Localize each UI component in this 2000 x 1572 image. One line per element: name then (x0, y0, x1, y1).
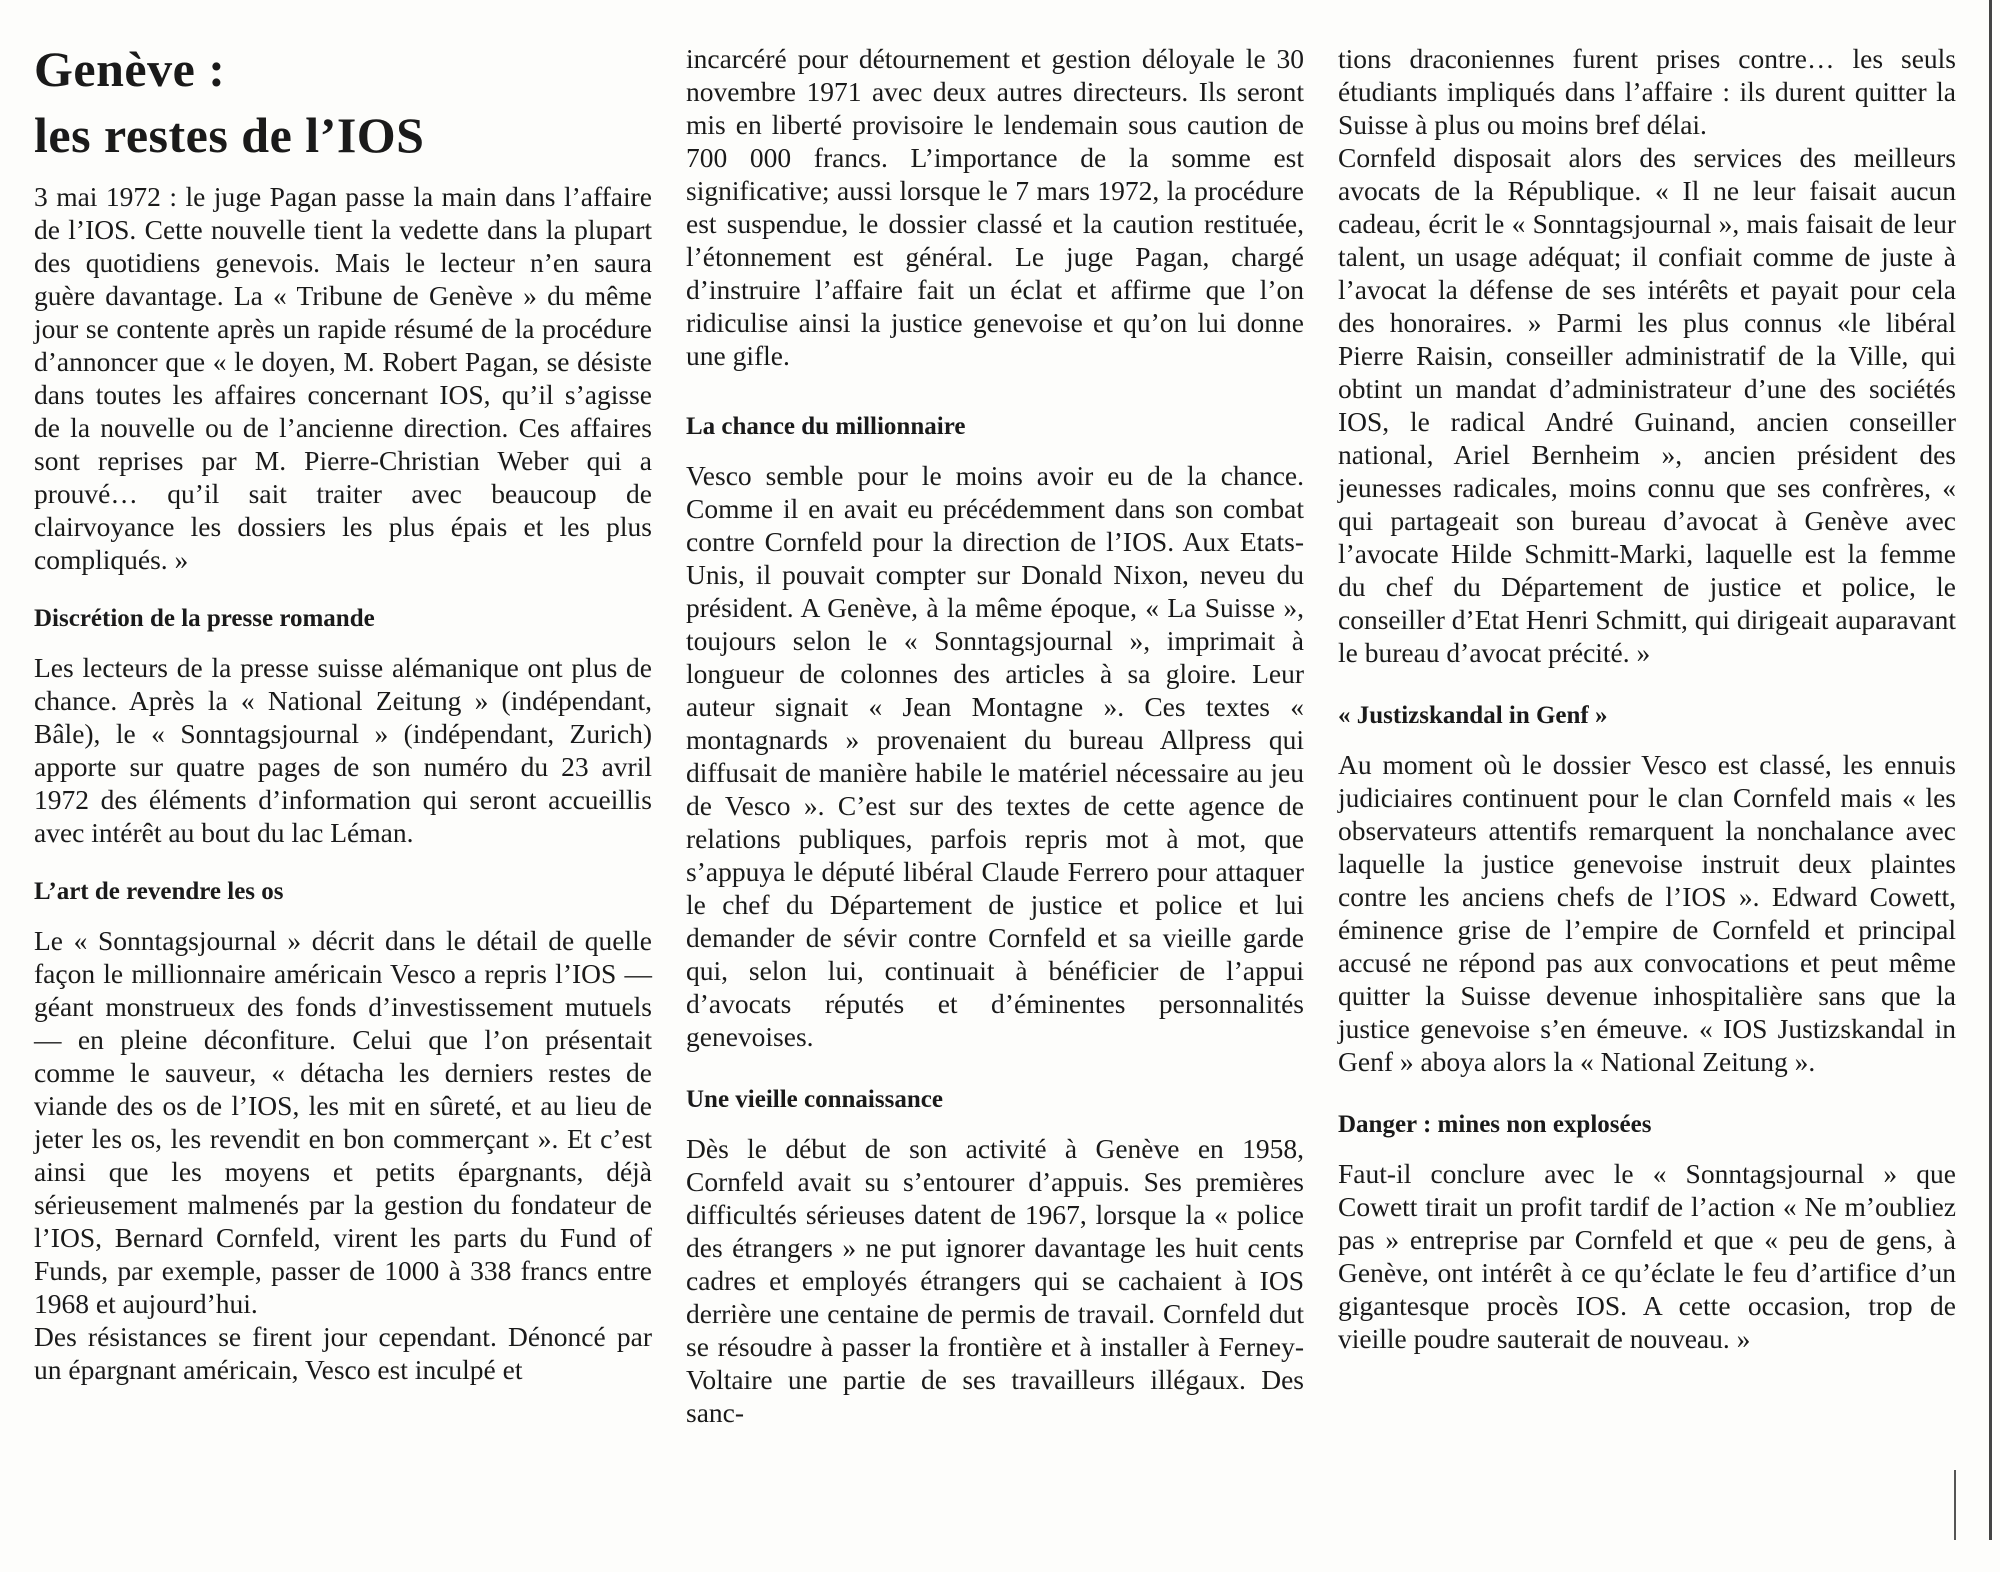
article-headline (34, 36, 652, 168)
subheading: Discrétion de la presse romande (34, 605, 375, 632)
paragraph: Les lecteurs de la presse suisse alémanique ont plus de chance. Après la « National Zeitung » (indépendant, Bâle), le « Sonntagsjournal » (indépendant, Zurich) apporte sur quatre pages de son numéro du 23 avril 1972 des éléments d’information qui seront accueillis avec intérêt au bout du lac Léman. (34, 652, 652, 848)
subheading: La chance du millionnaire (686, 413, 966, 440)
paragraph: Au moment où le dossier Vesco est classé, les ennuis judiciaires continuent pour le clan Cornfeld mais « les observateurs attentifs remarquent la nonchalance avec laquelle la justice genevoise instruit deux plaintes contre les anciens chefs de l’IOS ». Edward Cowett, éminence grise de l’empire de Cornfeld et principal accusé ne répond pas aux convocations et peut même quitter la Suisse devenue inhospitalière sans que la justice genevoise s’en émeuve. « IOS Justizskandal in Genf » aboya alors la « National Zeitung ». (1338, 749, 1956, 1077)
column-3 (1338, 42, 1956, 1355)
subheading: Une vieille connaissance (686, 1086, 943, 1113)
paragraph: 3 mai 1972 : le juge Pagan passe la main dans l’affaire de l’IOS. Cette nouvelle tient la vedette dans la plupart des quotidiens genevois. Mais le lecteur n’en saura guère davantage. La « Tribune de Genève » du même jour se contente après un rapide résumé de la procédure d’annoncer que « le doyen, M. Robert Pagan, se désiste dans toutes les affaires concernant IOS, qu’il s’agisse de la nouvelle ou de l’ancienne direction. Ces affaires sont reprises par M. Pierre-Christian Weber qui a prouvé… qu’il sait traiter avec beaucoup de clairvoyance les dossiers les plus épais et les plus compliqués. » (34, 181, 652, 575)
column-2 (686, 42, 1304, 1429)
paragraph: Cornfeld disposait alors des services des meilleurs avocats de la République. « Il ne leur faisait aucun cadeau, écrit le « Sonntagsjournal », mais faisait de leur talent, un usage adéquat; il confiait comme de juste à l’avocat la défense de ses intérêts et payait pour cela des honoraires. » Parmi les plus connus «le libéral Pierre Raisin, conseiller administratif de la Ville, qui obtint un mandat d’administrateur d’une des sociétés IOS, le radical André Guinand, ancien conseiller national, Ariel Bernheim », ancien président des jeunesses radicales, moins connu que ses confrères, « qui partageait son bureau d’avocat à Genève avec l’avocate Hilde Schmitt-Marki, laquelle est la femme du chef du Département de justice et police, le conseiller d’Etat Henri Schmitt, qui dirigeait auparavant le bureau d’avocat précité. » (1338, 142, 1956, 668)
page-edge-rule (1989, 0, 1992, 1540)
headline-line-2: les restes de l’IOS (34, 107, 425, 163)
column-1 (34, 40, 652, 1386)
page-edge-mark (1954, 1470, 1956, 1540)
paragraph: Faut-il conclure avec le « Sonntagsjournal » que Cowett tirait un profit tardif de l’action « Ne m’oubliez pas » entreprise par Cornfeld et que « peu de gens, à Genève, ont intérêt à ce qu’éclate le feu d’artifice d’un gigantesque procès IOS. A cette occasion, trop de vieille poudre sauterait de nouveau. » (1338, 1158, 1956, 1354)
headline-line-1: Genève : (34, 41, 226, 97)
paragraph: Le « Sonntagsjournal » décrit dans le détail de quelle façon le millionnaire américain Vesco a repris l’IOS — géant monstrueux des fonds d’investissement mutuels — en pleine déconfiture. Celui que l’on présentait comme le sauveur, « détacha les derniers restes de viande des os de l’IOS, les mit en sûreté, et au lieu de jeter les os, les revendit en bon commerçant ». Et c’est ainsi que les moyens et petits épargnants, déjà sérieusement malmenés par la gestion du fondateur de l’IOS, Bernard Cornfeld, virent les parts du Fund of Funds, par exemple, passer de 1000 à 338 francs entre 1968 et aujourd’hui. (34, 925, 652, 1319)
paragraph: incarcéré pour détournement et gestion déloyale le 30 novembre 1971 avec deux autres directeurs. Ils seront mis en liberté provisoire le lendemain sous caution de 700 000 francs. L’importance de la somme est significative; aussi lorsque le 7 mars 1972, la procédure est suspendue, le dossier classé et la caution restituée, l’étonnement est général. Le juge Pagan, chargé d’instruire l’affaire fait un éclat et affirme que l’on ridiculise ainsi la justice genevoise et qu’on lui donne une gifle. (686, 43, 1304, 371)
paragraph: Des résistances se firent jour cependant. Dénoncé par un épargnant américain, Vesco est inculpé et (34, 1321, 652, 1385)
subheading: L’art de revendre les os (34, 878, 284, 905)
paragraph: tions draconiennes furent prises contre… les seuls étudiants impliqués dans l’affaire : ils durent quitter la Suisse à plus ou moins bref délai. (1338, 43, 1956, 140)
subheading: Danger : mines non explosées (1338, 1111, 1652, 1138)
paragraph: Dès le début de son activité à Genève en 1958, Cornfeld avait su s’entourer d’appuis. Ses premières difficultés sérieuses datent de 1967, lorsque la « police des étrangers » ne put ignorer davantage les huit cents cadres et employés étrangers qui se cachaient à IOS derrière une centaine de permis de travail. Cornfeld dut se résoudre à passer la frontière et à installer à Ferney-Voltaire une partie de ses travailleurs illégaux. Des sanc- (686, 1133, 1304, 1428)
subheading: « Justizskandal in Genf » (1338, 702, 1608, 729)
paragraph: Vesco semble pour le moins avoir eu de la chance. Comme il en avait eu précédemment dans son combat contre Cornfeld pour la direction de l’IOS. Aux Etats-Unis, il pouvait compter sur Donald Nixon, neveu du président. A Genève, à la même époque, « La Suisse », toujours selon le « Sonntagsjournal », imprimait à longueur de colonnes des articles à sa gloire. Leur auteur signait « Jean Montagne ». Ces textes « montagnards » provenaient du bureau Allpress qui diffusait de manière habile le matériel nécessaire au jeu de Vesco ». C’est sur des textes de cette agence de relations publiques, parfois repris mot à mot, que s’appuya le député libéral Claude Ferrero pour attaquer le chef du Département de justice et police et lui demander de sévir contre Cornfeld et sa vieille garde qui, selon lui, continuait à bénéficier de l’appui d’avocats réputés et d’éminentes personnalités genevoises. (686, 460, 1304, 1052)
